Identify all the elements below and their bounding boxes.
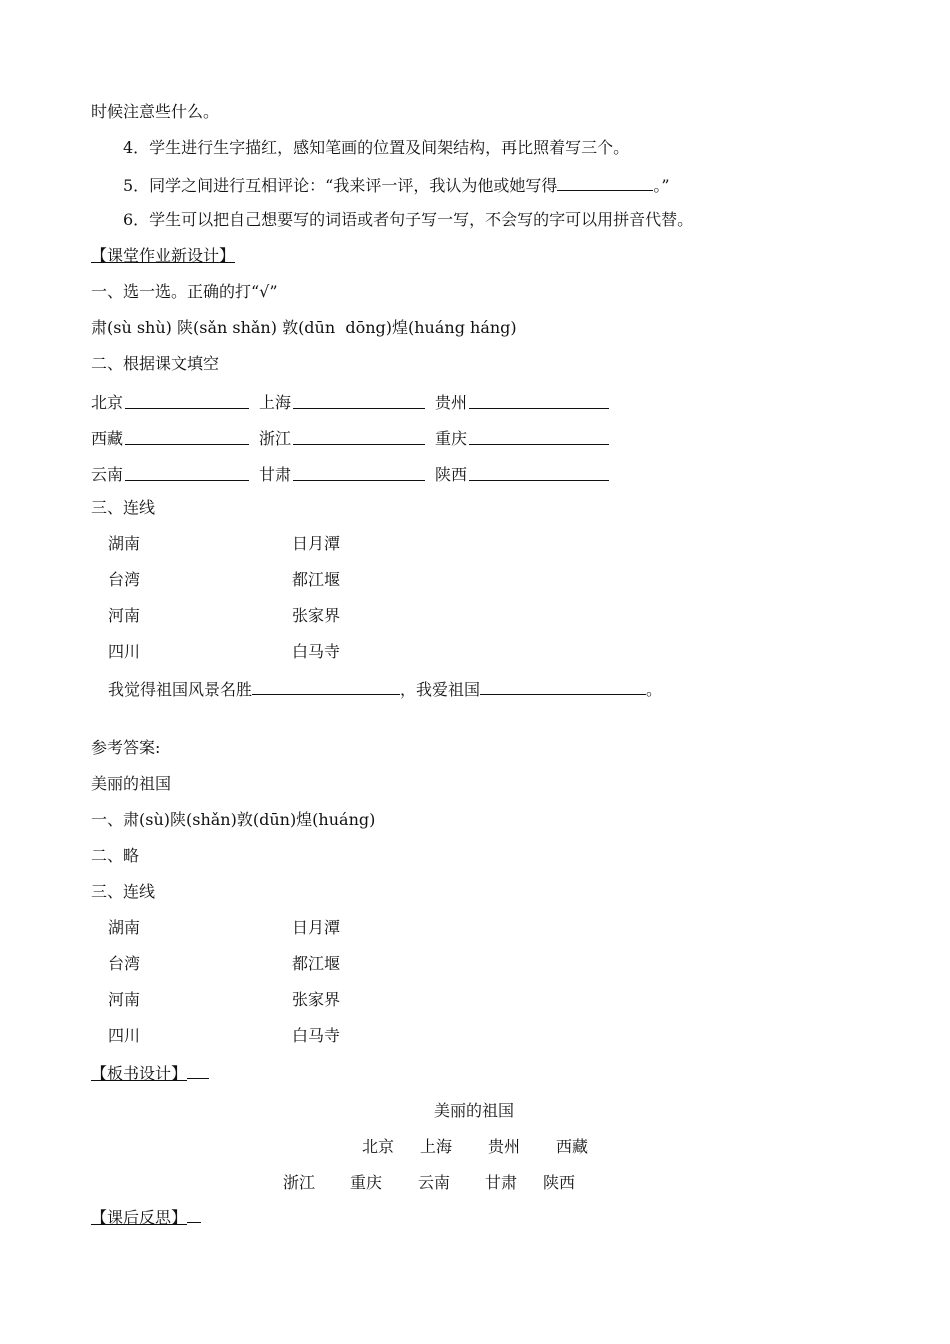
match-right: 都江堰 — [292, 570, 341, 589]
fill-blank[interactable] — [125, 392, 249, 409]
board-row-1-item: 贵州 — [488, 1137, 521, 1156]
question-1-title: 一、选一选。正确的打“√” — [91, 282, 278, 301]
closing-sentence — [108, 678, 662, 700]
question-2-title: 二、根据课文填空 — [91, 354, 220, 373]
match-right: 日月潭 — [292, 534, 341, 553]
fill-label: 北京 — [91, 393, 124, 412]
board-title-rule — [187, 1062, 209, 1079]
fill-label: 甘肃 — [259, 465, 292, 484]
love-country-blank[interactable] — [480, 678, 646, 695]
match-left: 河南 — [108, 606, 141, 625]
homework-title: 【课堂作业新设计】 — [91, 246, 236, 265]
fill-blank[interactable] — [293, 392, 425, 409]
step-6: 6．学生可以把自己想要写的词语或者句子写一写，不会写的字可以用拼音代替。 — [123, 210, 694, 229]
intro-tail: 时候注意些什么。 — [91, 102, 220, 121]
reflection-section-title — [91, 1206, 201, 1228]
answer-right: 白马寺 — [292, 1026, 341, 1045]
answers-lesson: 美丽的祖国 — [91, 774, 172, 793]
match-left: 四川 — [108, 642, 141, 661]
board-row-2-item: 浙江 — [283, 1173, 316, 1192]
answers-title: 参考答案: — [91, 738, 161, 757]
fill-label: 浙江 — [259, 429, 292, 448]
step-5 — [123, 174, 670, 196]
answer-left: 四川 — [108, 1026, 141, 1045]
answer-2: 二、略 — [91, 846, 140, 865]
board-section-title — [91, 1062, 209, 1084]
board-row-1-item: 上海 — [420, 1137, 453, 1156]
question-3-title: 三、连线 — [91, 498, 156, 517]
fill-label: 重庆 — [435, 429, 468, 448]
fill-blank[interactable] — [293, 464, 425, 481]
step-5-blank[interactable] — [557, 174, 653, 191]
reflection-title: 【课后反思】 — [91, 1208, 188, 1227]
answer-3-title: 三、连线 — [91, 882, 156, 901]
closing-text-c: 。 — [646, 680, 663, 699]
reflection-title-rule — [187, 1206, 201, 1223]
board-row-1-item: 西藏 — [556, 1137, 589, 1156]
match-left: 台湾 — [108, 570, 141, 589]
fill-label: 云南 — [91, 465, 124, 484]
fill-blank[interactable] — [469, 464, 609, 481]
fill-label: 上海 — [259, 393, 292, 412]
board-row-2-item: 重庆 — [350, 1173, 383, 1192]
match-right: 张家界 — [292, 606, 341, 625]
answer-1: 一、肃(sù)陕(shǎn)敦(dūn)煌(huáng) — [91, 810, 376, 829]
closing-text-a: 我觉得祖国风景名胜 — [108, 680, 253, 699]
step-5-end: 。” — [653, 176, 670, 195]
fill-blank[interactable] — [293, 428, 425, 445]
fill-label: 贵州 — [435, 393, 468, 412]
board-row-2-item: 陕西 — [543, 1173, 576, 1192]
board-row-2-item: 甘肃 — [485, 1173, 518, 1192]
step-5-text: 5．同学之间进行互相评论：“我来评一评，我认为他或她写得 — [123, 176, 558, 195]
board-heading: 美丽的祖国 — [434, 1101, 515, 1120]
answer-right: 都江堰 — [292, 954, 341, 973]
match-right: 白马寺 — [292, 642, 341, 661]
fill-blank[interactable] — [125, 428, 249, 445]
fill-label: 西藏 — [91, 429, 124, 448]
board-row-1-item: 北京 — [362, 1137, 395, 1156]
answer-left: 台湾 — [108, 954, 141, 973]
closing-text-b: ，我爱祖国 — [400, 680, 481, 699]
fill-blank[interactable] — [125, 464, 249, 481]
fill-label: 陕西 — [435, 465, 468, 484]
fill-blank[interactable] — [469, 392, 609, 409]
homework-section-title — [91, 246, 235, 266]
answer-right: 张家界 — [292, 990, 341, 1009]
step-4: 4．学生进行生字描红，感知笔画的位置及间架结构，再比照着写三个。 — [123, 138, 630, 157]
match-left: 湖南 — [108, 534, 141, 553]
board-title: 【板书设计】 — [91, 1064, 188, 1083]
answer-left: 湖南 — [108, 918, 141, 937]
board-row-2-item: 云南 — [418, 1173, 451, 1192]
fill-blank[interactable] — [469, 428, 609, 445]
answer-left: 河南 — [108, 990, 141, 1009]
question-1-items: 肃(sù shù) 陕(sǎn shǎn) 敦(dūn dōng)煌(huáng háng) — [91, 318, 517, 337]
scenery-blank[interactable] — [252, 678, 400, 695]
answer-right: 日月潭 — [292, 918, 341, 937]
